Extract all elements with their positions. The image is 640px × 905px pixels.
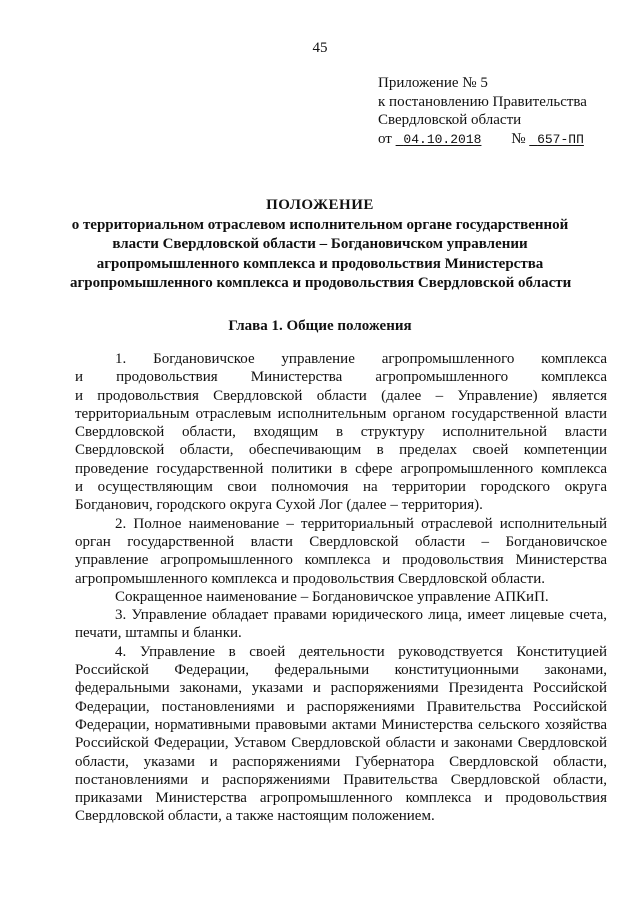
paragraph-line: 3. Управление обладает правами юридического лица, имеет лицевые счета, xyxy=(115,607,607,624)
paragraph-line: и продовольствия Министерства агропромышленного комплекса xyxy=(75,369,607,386)
paragraph-line: Богданович, городского округа Сухой Лог (далее – территория). xyxy=(75,497,483,514)
paragraph-line: управление агропромышленного комплекса и продовольствия Министерства xyxy=(75,552,607,569)
resolution-number: 657-ПП xyxy=(537,131,584,147)
resolution-date: 04.10.2018 xyxy=(403,131,482,147)
page-number: 45 xyxy=(312,40,328,56)
appendix-title: Приложение № 5 xyxy=(378,75,488,91)
paragraph-line: Федерации, нормативными правовыми актами Министерства сельского хозяйства xyxy=(75,716,607,733)
body-text xyxy=(75,350,607,826)
paragraph-line: и осуществляющим свои полномочия на территории городского округа xyxy=(75,479,607,496)
paragraph-line: Российской Федерации, Уставом Свердловской области и законами Свердловской xyxy=(75,735,607,752)
paragraph-line: Свердловской области, а также настоящим положением. xyxy=(75,808,435,825)
appendix-date-number-line xyxy=(378,130,587,150)
appendix-header xyxy=(378,74,587,149)
paragraph-line: печати, штампы и бланки. xyxy=(75,625,242,642)
appendix-region: Свердловской области xyxy=(378,112,522,128)
title-main: ПОЛОЖЕНИЕ xyxy=(266,197,374,213)
number-prefix: № xyxy=(511,130,526,147)
chapter-heading: Глава 1. Общие положения xyxy=(228,318,412,334)
paragraph-line: территориальным отраслевым исполнительным органом государственной власти xyxy=(75,405,607,422)
paragraph-line: 1. Богдановичское управление агропромышленного комплекса xyxy=(115,351,607,367)
paragraph-line: постановлениями и распоряжениями Правительства Свердловской области, xyxy=(75,771,607,788)
paragraph-line: Свердловской области, обеспечивающим в пределах своей компетенции xyxy=(75,442,607,459)
paragraph-line: и продовольствия Свердловской области (далее – Управление) является xyxy=(75,387,607,404)
paragraph-line: 4. Управление в своей деятельности руководствуется Конституцией xyxy=(115,643,607,660)
paragraph-line: агропромышленного комплекса и продовольствия Свердловской области. xyxy=(75,570,545,587)
paragraph-line: орган государственной власти Свердловской области – Богдановичское xyxy=(75,533,607,550)
paragraph-line: 2. Полное наименование – территориальный отраслевой исполнительный xyxy=(115,515,607,532)
title-line: агропромышленного комплекса и продовольствия Свердловской области xyxy=(70,275,572,291)
date-prefix: от xyxy=(378,130,392,147)
paragraph-line: федеральными законами, указами и распоряжениями Президента Российской xyxy=(75,680,607,697)
title-line: власти Свердловской области – Богдановичском управлении xyxy=(112,236,528,252)
paragraph-line: проведение государственной политики в сфере агропромышленного комплекса xyxy=(75,460,607,477)
appendix-reference: к постановлению Правительства xyxy=(378,93,587,110)
paragraph-line: области, указами и распоряжениями Губернатора Свердловской области, xyxy=(75,753,607,770)
paragraph-line: Российской Федерации, федеральными конституционными законами, xyxy=(75,662,607,679)
paragraph-line: Сокращенное наименование – Богдановичское управление АПКиП. xyxy=(115,588,549,605)
paragraph-line: Свердловской области, входящим в структуру исполнительной власти xyxy=(75,424,607,441)
title-line: о территориальном отраслевом исполнительном органе государственной xyxy=(71,216,569,233)
document-title xyxy=(70,196,570,294)
paragraph-line: Федерации, постановлениями и распоряжениями Правительства Российской xyxy=(75,698,607,715)
paragraph-line: приказами Министерства агропромышленного комплекса и продовольствия xyxy=(75,790,607,807)
title-line: агропромышленного комплекса и продовольствия Министерства xyxy=(96,255,544,272)
